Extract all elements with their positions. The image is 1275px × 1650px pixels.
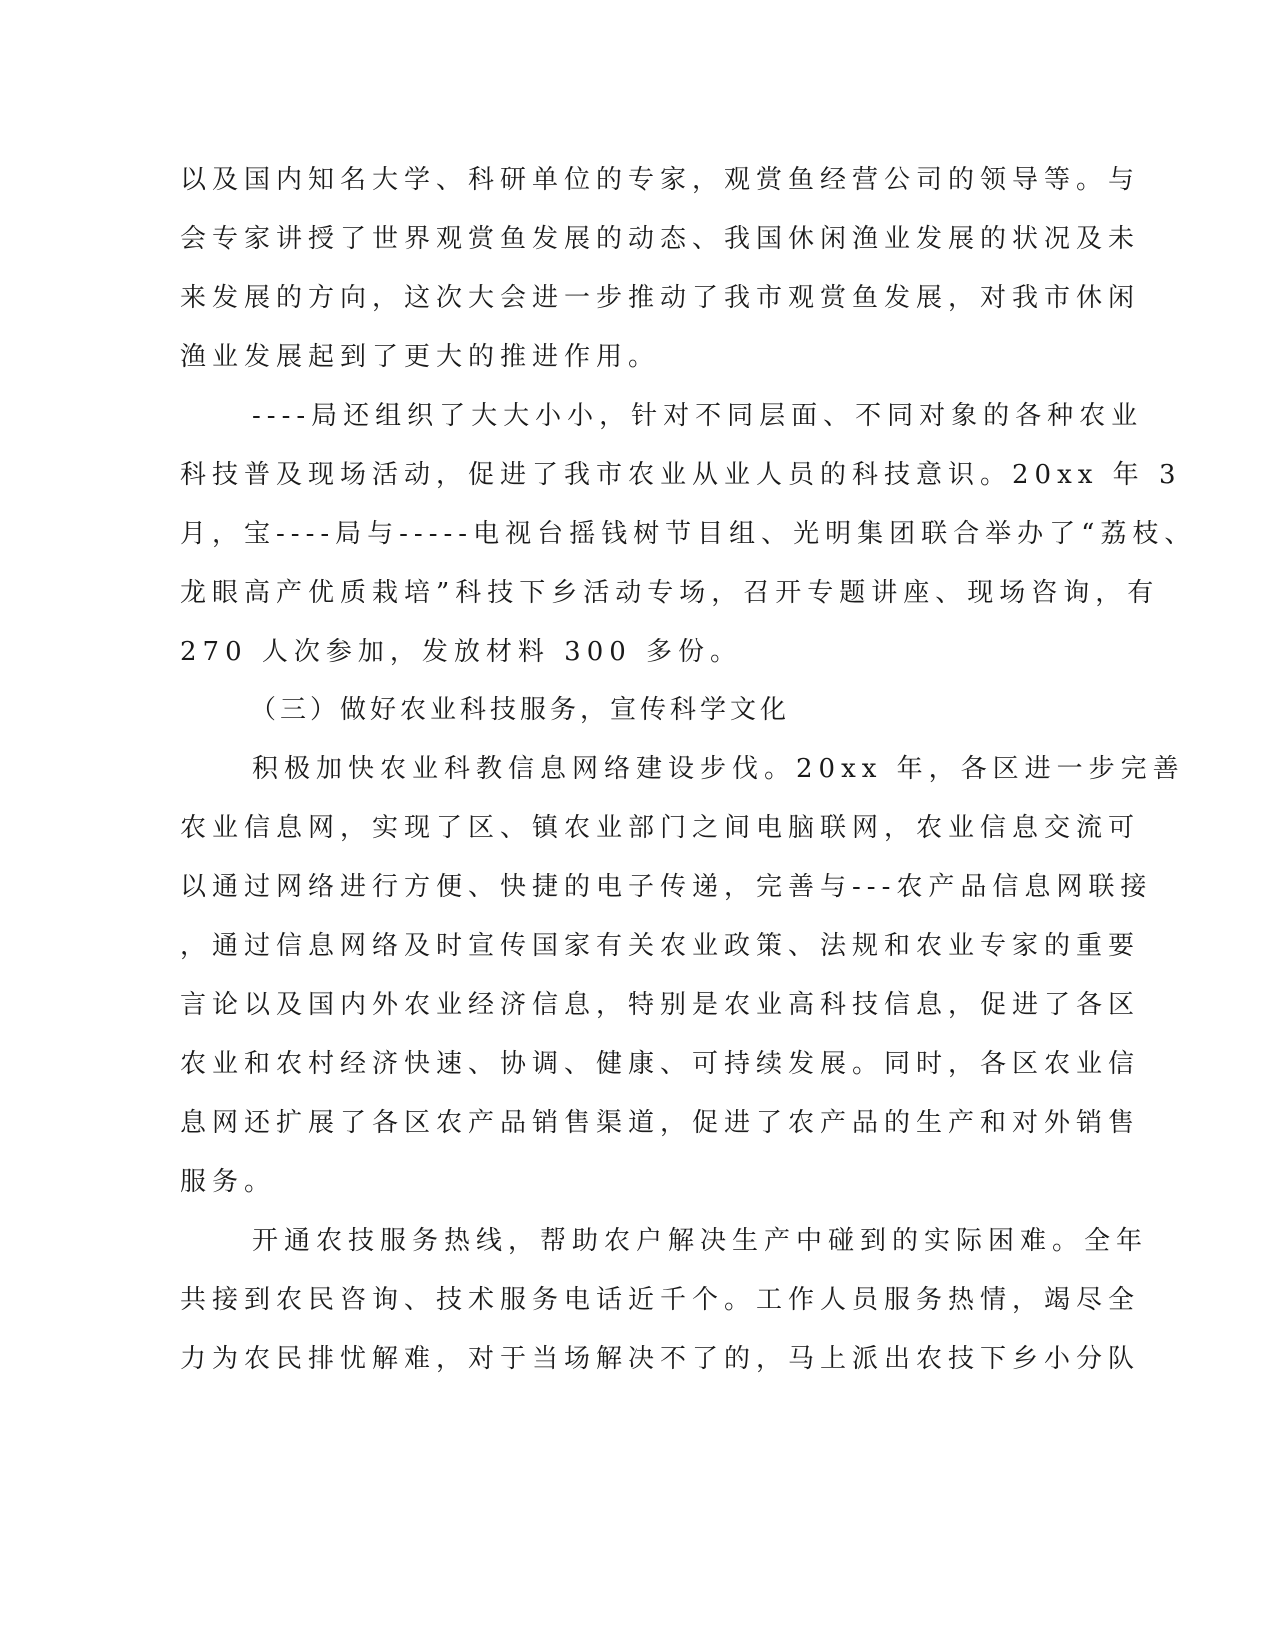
text-line: 服务。 <box>180 1167 277 1197</box>
text-line: 农业信息网，实现了区、镇农业部门之间电脑联网，农业信息交流可 <box>180 813 1141 843</box>
paragraph-start-line: ----局还组织了大大小小，针对不同层面、不同对象的各种农业 <box>252 401 1144 431</box>
text-line: 以及国内知名大学、科研单位的专家，观赏鱼经营公司的领导等。与 <box>180 165 1141 195</box>
text-line: 龙眼高产优质栽培”科技下乡活动专场，召开专题讲座、现场咨询，有 <box>180 578 1160 608</box>
text-line: 会专家讲授了世界观赏鱼发展的动态、我国休闲渔业发展的状况及未 <box>180 224 1141 254</box>
text-line: 来发展的方向，这次大会进一步推动了我市观赏鱼发展，对我市休闲 <box>180 283 1141 313</box>
text-line: 息网还扩展了各区农产品销售渠道，促进了农产品的生产和对外销售 <box>180 1108 1141 1138</box>
text-line: 力为农民排忧解难，对于当场解决不了的，马上派出农技下乡小分队 <box>180 1344 1141 1374</box>
text-line: 共接到农民咨询、技术服务电话近千个。工作人员服务热情，竭尽全 <box>180 1285 1141 1315</box>
paragraph-start-line: 积极加快农业科教信息网络建设步伐。20xx 年，各区进一步完善 <box>252 754 1185 784</box>
text-line: 言论以及国内外农业经济信息，特别是农业高科技信息，促进了各区 <box>180 990 1141 1020</box>
text-line: 270 人次参加，发放材料 300 多份。 <box>180 637 743 667</box>
text-line: 渔业发展起到了更大的推进作用。 <box>180 342 661 372</box>
text-line: 月，宝----局与-----电视台摇钱树节目组、光明集团联合举办了“荔枝、 <box>180 519 1197 549</box>
text-line: 科技普及现场活动，促进了我市农业从业人员的科技意识。20xx 年 3 <box>180 460 1182 490</box>
text-line: ，通过信息网络及时宣传国家有关农业政策、法规和农业专家的重要 <box>180 931 1141 961</box>
section-heading: （三）做好农业科技服务，宣传科学文化 <box>250 695 791 725</box>
paragraph-start-line: 开通农技服务热线，帮助农户解决生产中碰到的实际困难。全年 <box>252 1226 1149 1256</box>
text-line: 以通过网络进行方便、快捷的电子传递，完善与---农产品信息网联接 <box>180 872 1153 902</box>
text-line: 农业和农村经济快速、协调、健康、可持续发展。同时，各区农业信 <box>180 1049 1141 1079</box>
